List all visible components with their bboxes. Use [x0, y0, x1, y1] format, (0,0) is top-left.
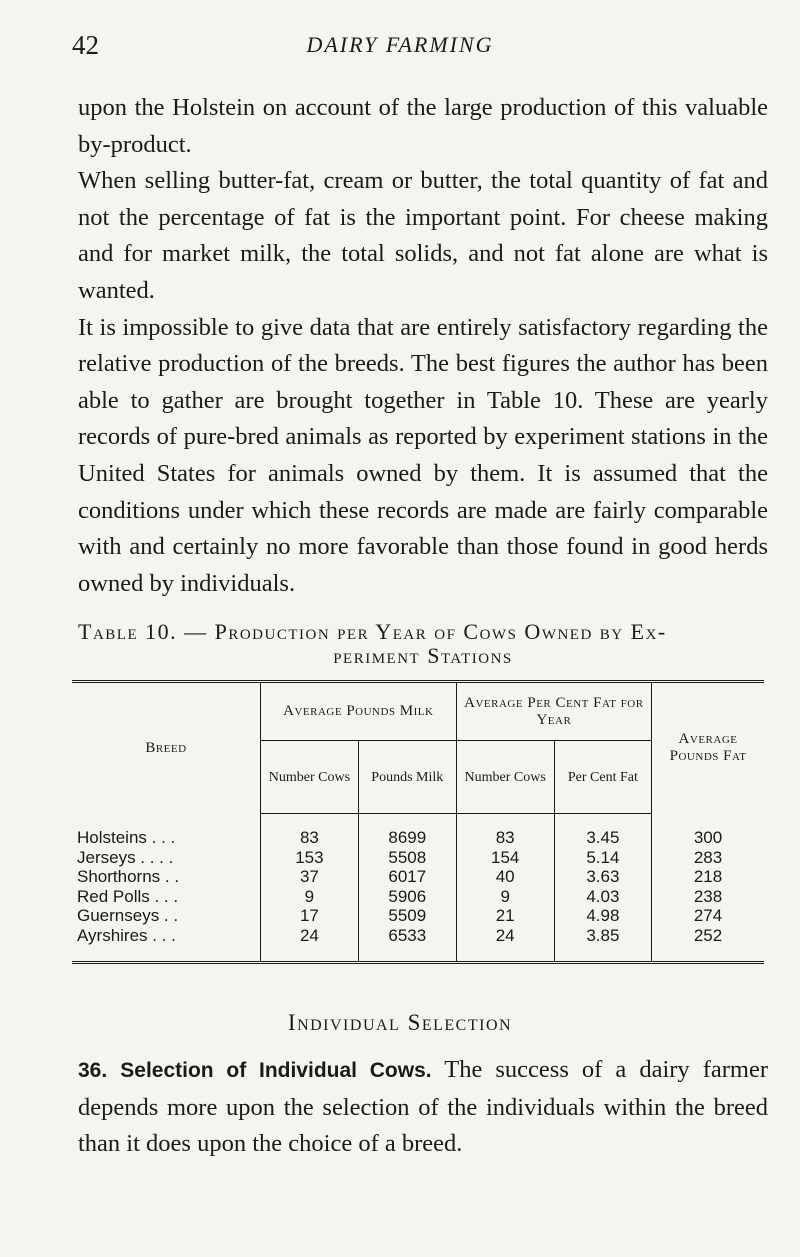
cell-breed: Guernseys . .	[77, 906, 179, 925]
cell-breed: Holsteins . . .	[77, 827, 176, 847]
cell-avg-fat: 252	[652, 926, 764, 963]
cell-number-cows: 17	[260, 906, 358, 926]
cell-number-cows-2: 24	[456, 926, 554, 963]
running-head: DAIRY FARMING	[306, 32, 494, 57]
table-row	[72, 814, 764, 848]
page-number: 42	[72, 30, 99, 60]
table-row	[72, 887, 764, 907]
col-header-per-cent-fat: Per Cent Fat	[554, 741, 651, 814]
cell-number-cows: 37	[260, 867, 358, 887]
table-caption-line2: periment Stations	[333, 643, 513, 668]
cell-per-cent-fat: 4.98	[554, 906, 651, 926]
cell-avg-fat: 218	[652, 867, 764, 887]
cell-number-cows-2: 40	[456, 867, 554, 887]
production-table	[72, 680, 764, 964]
page-header	[72, 30, 728, 70]
paragraph-number: 36.	[78, 1059, 108, 1082]
cell-number-cows-2: 83	[456, 814, 554, 848]
paragraph-title: Selection of Individual Cows.	[120, 1059, 432, 1082]
cell-avg-fat: 300	[652, 814, 764, 848]
cell-breed: Red Polls . . .	[77, 886, 179, 906]
col-header-breed: Breed	[145, 739, 187, 756]
cell-avg-fat: 274	[652, 906, 764, 926]
col-header-pounds-milk: Pounds Milk	[358, 741, 456, 814]
col-group-fat: Average Per Cent Fat for Year	[456, 682, 651, 741]
cell-pounds-milk: 5508	[358, 848, 456, 868]
cell-per-cent-fat: 3.85	[554, 926, 651, 963]
cell-avg-fat: 283	[652, 848, 764, 868]
cell-per-cent-fat: 3.45	[554, 814, 651, 848]
cell-number-cows-2: 9	[456, 887, 554, 907]
paragraph: upon the Holstein on account of the large production of this valuable by-product.	[78, 94, 768, 158]
col-header-avg-fat: Average Pounds Fat	[652, 682, 764, 814]
cell-per-cent-fat: 5.14	[554, 848, 651, 868]
table-row	[72, 867, 764, 887]
paragraph: It is impossible to give data that are entirely satisfactory regarding the relative production of the breeds. The best figures the author has been able to gather are brought together in Table 10. These are yearly records of pure-bred animals as reported by experiment stations in the United States for animals owned by them. It is assumed that the conditions under which these records are made are fairly comparable with and certainly no more favorable than those found in good herds owned by individuals.	[78, 313, 768, 597]
paragraph: When selling butter-fat, cream or butter, the total quantity of fat and not the percentage of fat is the important point. For cheese making and for market milk, the total solids, and not fat alone are what is wanted.	[78, 167, 768, 304]
cell-number-cows-2: 21	[456, 906, 554, 926]
body-text	[78, 90, 768, 602]
cell-number-cows: 153	[260, 848, 358, 868]
table-row	[72, 848, 764, 868]
cell-avg-fat: 238	[652, 887, 764, 907]
cell-number-cows-2: 154	[456, 848, 554, 868]
table-row	[72, 906, 764, 926]
col-group-milk: Average Pounds Milk	[260, 682, 456, 741]
cell-pounds-milk: 8699	[358, 814, 456, 848]
cell-per-cent-fat: 3.63	[554, 867, 651, 887]
section-title: Individual Selection	[287, 1010, 513, 1035]
table-caption-line1: Table 10. — Production per Year of Cows Owned by Ex-	[78, 619, 667, 644]
cell-number-cows: 83	[260, 814, 358, 848]
cell-breed: Jerseys . . . .	[77, 847, 174, 867]
paragraph-text: The success of a dairy farmer depends more upon the selection of the individuals within the breed than it does upon the choice of a breed.	[78, 1056, 768, 1158]
cell-pounds-milk: 6017	[358, 867, 456, 887]
cell-number-cows: 9	[260, 887, 358, 907]
col-header-number-cows: Number Cows	[260, 741, 358, 814]
cell-breed: Ayrshires . . .	[77, 925, 176, 945]
table-row	[72, 926, 764, 963]
paragraph-36	[78, 1052, 768, 1163]
table-caption	[78, 620, 768, 668]
cell-per-cent-fat: 4.03	[554, 887, 651, 907]
cell-pounds-milk: 6533	[358, 926, 456, 963]
cell-number-cows: 24	[260, 926, 358, 963]
col-header-number-cows-2: Number Cows	[456, 741, 554, 814]
cell-pounds-milk: 5906	[358, 887, 456, 907]
cell-breed: Shorthorns . .	[77, 867, 180, 886]
cell-pounds-milk: 5509	[358, 906, 456, 926]
